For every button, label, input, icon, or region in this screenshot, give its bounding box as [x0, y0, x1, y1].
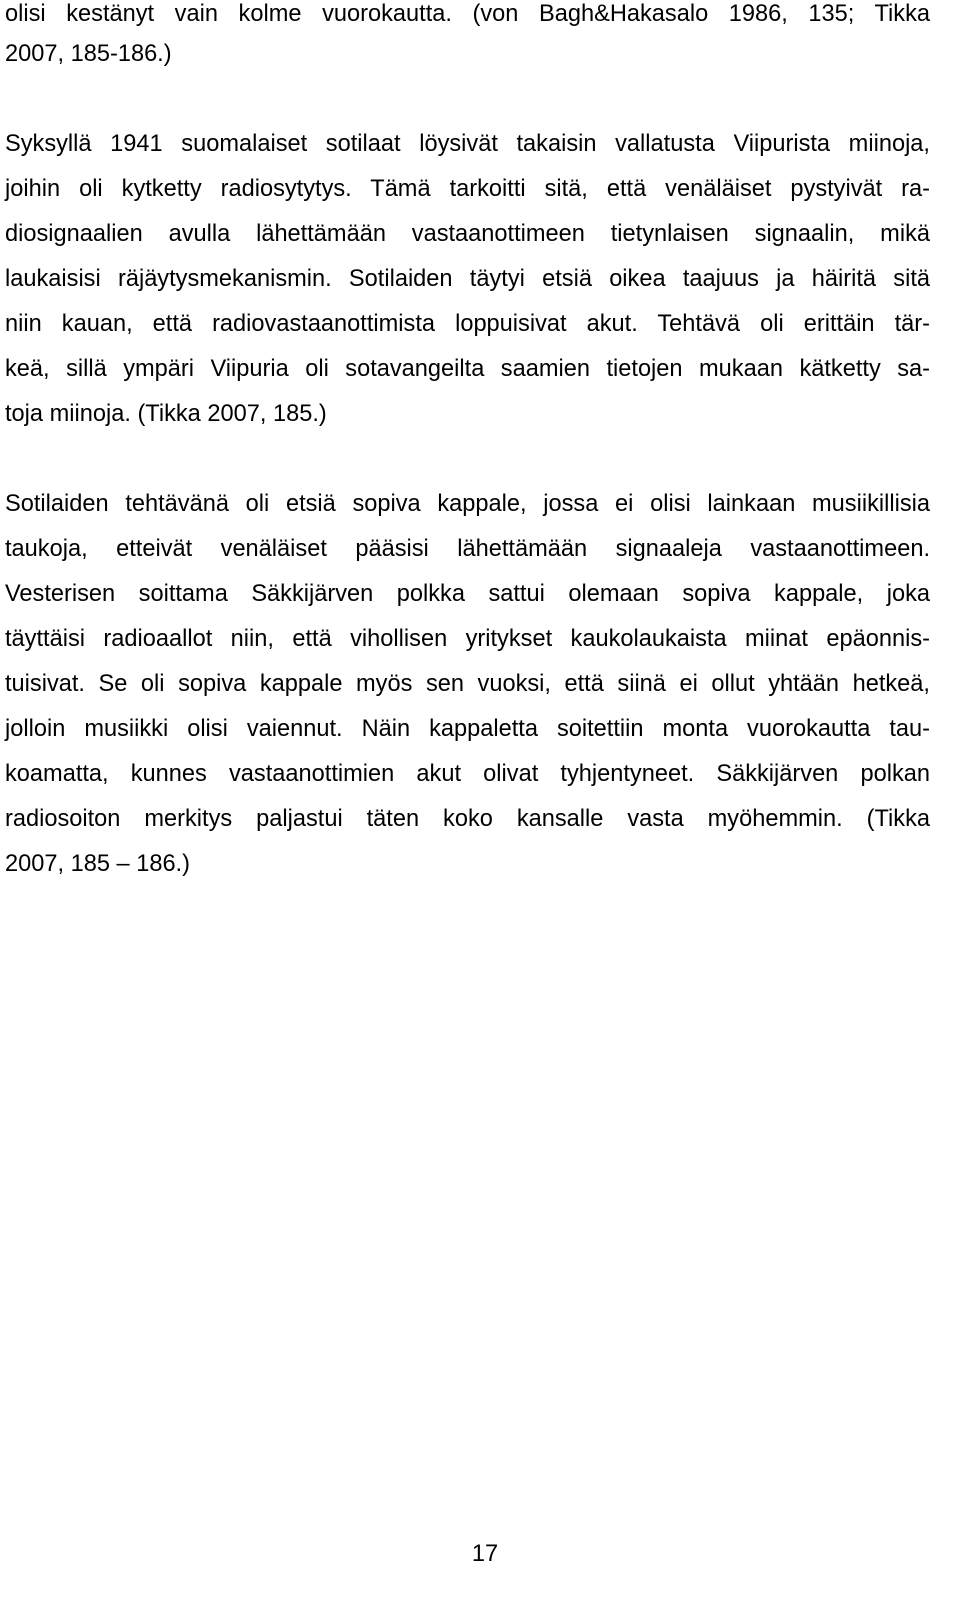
paragraph-3-line-1: Sotilaiden tehtävänä oli etsiä sopiva kappale, jossa ei olisi lainkaan musiikillisia [5, 491, 930, 517]
paragraph-1-line-1: olisi kestänyt vain kolme vuorokautta. (von Bagh&Hakasalo 1986, 135; Tikka [5, 1, 930, 27]
paragraph-2-line-1: Syksyllä 1941 suomalaiset sotilaat löysivät takaisin vallatusta Viipurista miinoja, [5, 131, 930, 157]
paragraph-2-line-6: keä, sillä ympäri Viipuria oli sotavangeilta saamien tietojen mukaan kätketty sa- [5, 356, 930, 382]
paragraph-3-line-2: taukoja, etteivät venäläiset pääsisi lähettämään signaaleja vastaanottimeen. [5, 536, 930, 562]
paragraph-3-line-7: koamatta, kunnes vastaanottimien akut olivat tyhjentyneet. Säkkijärven polkan [5, 761, 930, 787]
paragraph-2-line-7: toja miinoja. (Tikka 2007, 185.) [5, 401, 327, 427]
paragraph-3-line-3: Vesterisen soittama Säkkijärven polkka sattui olemaan sopiva kappale, joka [5, 581, 930, 607]
paragraph-2-line-5: niin kauan, että radiovastaanottimista loppuisivat akut. Tehtävä oli erittäin tär- [5, 311, 930, 337]
paragraph-3-line-5: tuisivat. Se oli sopiva kappale myös sen vuoksi, että siinä ei ollut yhtään hetkeä, [5, 671, 930, 697]
paragraph-3-line-8: radiosoiton merkitys paljastui täten koko kansalle vasta myöhemmin. (Tikka [5, 806, 930, 832]
paragraph-3-line-4: täyttäisi radioaallot niin, että vihollisen yritykset kaukolaukaista miinat epäonnis- [5, 626, 930, 652]
paragraph-2-line-2: joihin oli kytketty radiosytytys. Tämä tarkoitti sitä, että venäläiset pystyivät ra- [5, 176, 930, 202]
page-number: 17 [471, 1541, 499, 1567]
paragraph-2-line-4: laukaisisi räjäytysmekanismin. Sotilaiden täytyi etsiä oikea taajuus ja häiritä sitä [5, 266, 930, 292]
paragraph-3-line-6: jolloin musiikki olisi vaiennut. Näin kappaletta soitettiin monta vuorokautta tau- [5, 716, 930, 742]
paragraph-1-line-2: 2007, 185-186.) [5, 41, 172, 67]
paragraph-2-line-3: diosignaalien avulla lähettämään vastaanottimeen tietynlaisen signaalin, mikä [5, 221, 930, 247]
paragraph-3-line-9: 2007, 185 – 186.) [5, 851, 190, 877]
